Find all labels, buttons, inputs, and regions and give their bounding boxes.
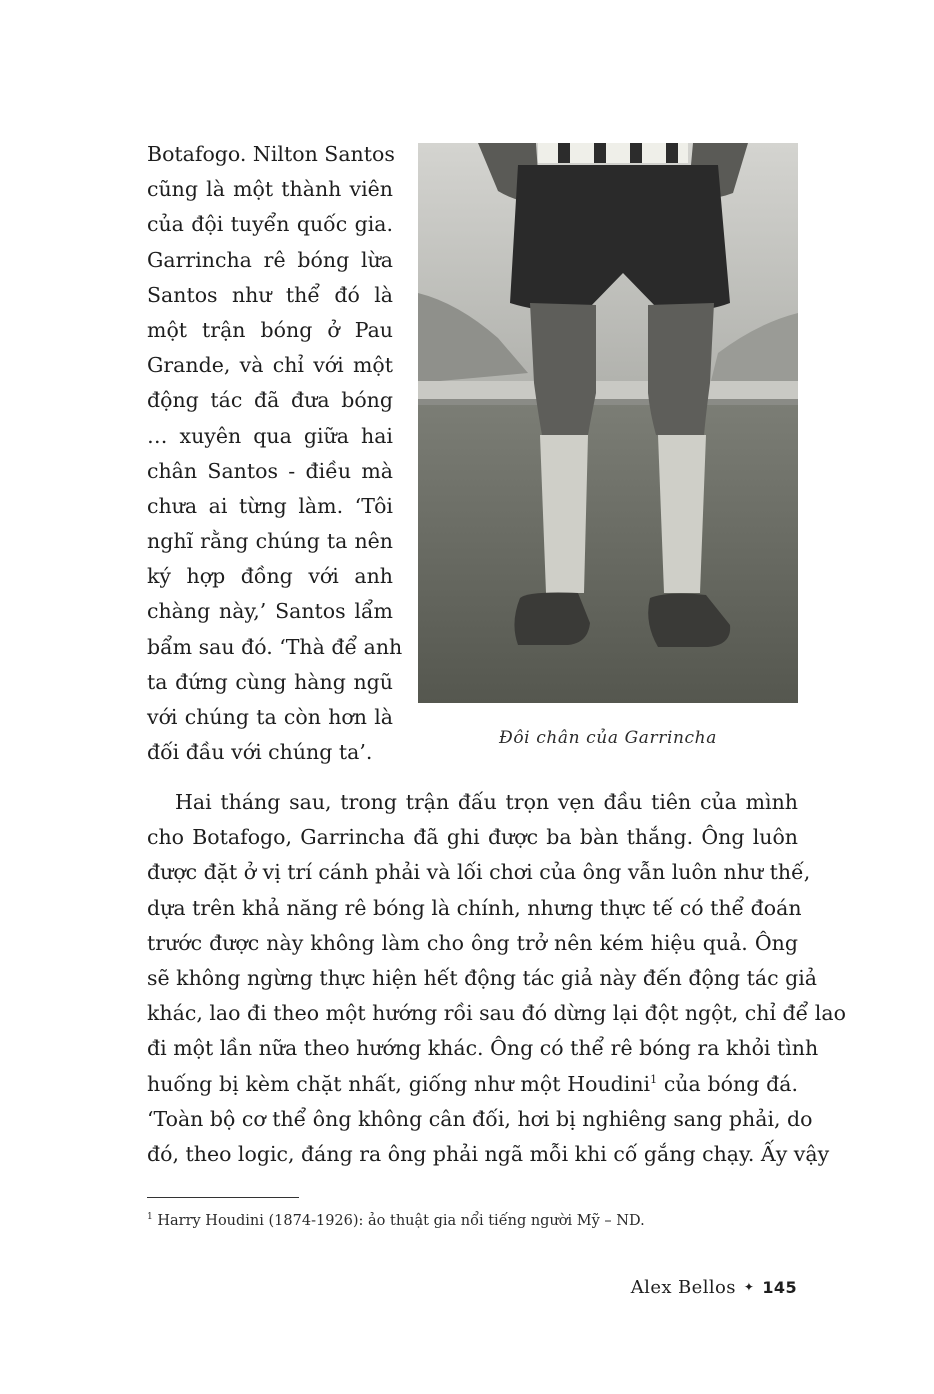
- grass-field: [418, 405, 798, 703]
- narrow-line: Santos như thể đó là: [147, 282, 393, 307]
- narrow-line: ký hợp đồng với anh: [147, 564, 393, 589]
- body-line-footnote: [147, 1067, 798, 1102]
- right-thigh: [648, 303, 714, 435]
- body-line-text: của bóng đá.: [657, 1071, 798, 1096]
- narrow-line: chân Santos - điều mà: [147, 458, 393, 483]
- author-name: Alex Bellos: [630, 1277, 736, 1298]
- body-line: sẽ không ngừng thực hiện hết động tác giả này đến động tác giả: [147, 965, 817, 990]
- narrow-line: nghĩ rằng chúng ta nên: [147, 529, 393, 554]
- photo-illustration: [418, 143, 798, 703]
- running-footer: [631, 1277, 797, 1298]
- right-sock: [658, 435, 706, 593]
- body-line: được đặt ở vị trí cánh phải và lối chơi của ông vẫn luôn như thế,: [147, 860, 811, 885]
- left-sock: [540, 435, 588, 593]
- body-line: đi một lần nữa theo hướng khác. Ông có thể rê bóng ra khỏi tình: [147, 1036, 819, 1061]
- narrow-line: Botafogo. Nilton Santos: [147, 142, 395, 166]
- body-line: đó, theo logic, đáng ra ông phải ngã mỗi khi cố gắng chạy. Ấy vậy: [147, 1141, 830, 1166]
- narrow-text-column: [147, 137, 403, 770]
- body-line: dựa trên khả năng rê bóng là chính, nhưng thực tế có thể đoán: [147, 895, 802, 920]
- footnote-rule: [147, 1197, 299, 1198]
- narrow-line: … xuyên qua giữa hai: [147, 423, 393, 448]
- footnote-text: Harry Houdini (1874-1926): ảo thuật gia nổi tiếng người Mỹ – ND.: [152, 1213, 645, 1229]
- left-thigh: [530, 303, 596, 435]
- body-line-text: huống bị kèm chặt nhất, giống như một Houdini: [147, 1071, 651, 1096]
- narrow-line: cũng là một thành viên: [147, 177, 393, 202]
- narrow-line: chưa ai từng làm. ‘Tôi: [147, 493, 393, 518]
- narrow-line: với chúng ta còn hơn là: [147, 705, 393, 729]
- body-line: cho Botafogo, Garrincha đã ghi được ba bàn thắng. Ông luôn: [147, 825, 798, 850]
- footnote-reference[interactable]: 1: [650, 1072, 658, 1086]
- body-line: Hai tháng sau, trong trận đấu trọn vẹn đầu tiên của mình: [175, 790, 798, 814]
- body-line: khác, lao đi theo một hướng rồi sau đó dừng lại đột ngột, chỉ để lao: [147, 1001, 846, 1026]
- narrow-line: một trận bóng ở Pau: [147, 317, 393, 342]
- left-boot: [514, 593, 590, 645]
- narrow-line: đối đầu với chúng ta’.: [147, 740, 373, 765]
- garrincha-legs-photo: [418, 143, 798, 703]
- photo-caption: Đôi chân của Garrincha: [499, 728, 717, 748]
- page-number: 145: [762, 1278, 797, 1297]
- narrow-line: Garrincha rê bóng lừa: [147, 247, 393, 272]
- footnote: [147, 1213, 645, 1229]
- body-line: trước được này không làm cho ông trở nên kém hiệu quả. Ông: [147, 930, 798, 955]
- narrow-line: ta đứng cùng hàng ngũ: [147, 669, 393, 694]
- body-paragraph: [147, 785, 846, 1172]
- narrow-line: động tác đã đưa bóng: [147, 388, 393, 413]
- narrow-line: của đội tuyển quốc gia.: [147, 212, 393, 237]
- separator-glyph: ✦: [743, 1280, 755, 1294]
- narrow-line: chàng này,’ Santos lẩm: [147, 599, 393, 624]
- footnote-mark: 1: [147, 1212, 153, 1223]
- body-line: ‘Toàn bộ cơ thể ông không cân đối, hơi bị nghiêng sang phải, do: [147, 1106, 813, 1131]
- narrow-line: Grande, và chỉ với một: [147, 353, 393, 378]
- narrow-line: bẩm sau đó. ‘Thà để anh: [147, 634, 403, 659]
